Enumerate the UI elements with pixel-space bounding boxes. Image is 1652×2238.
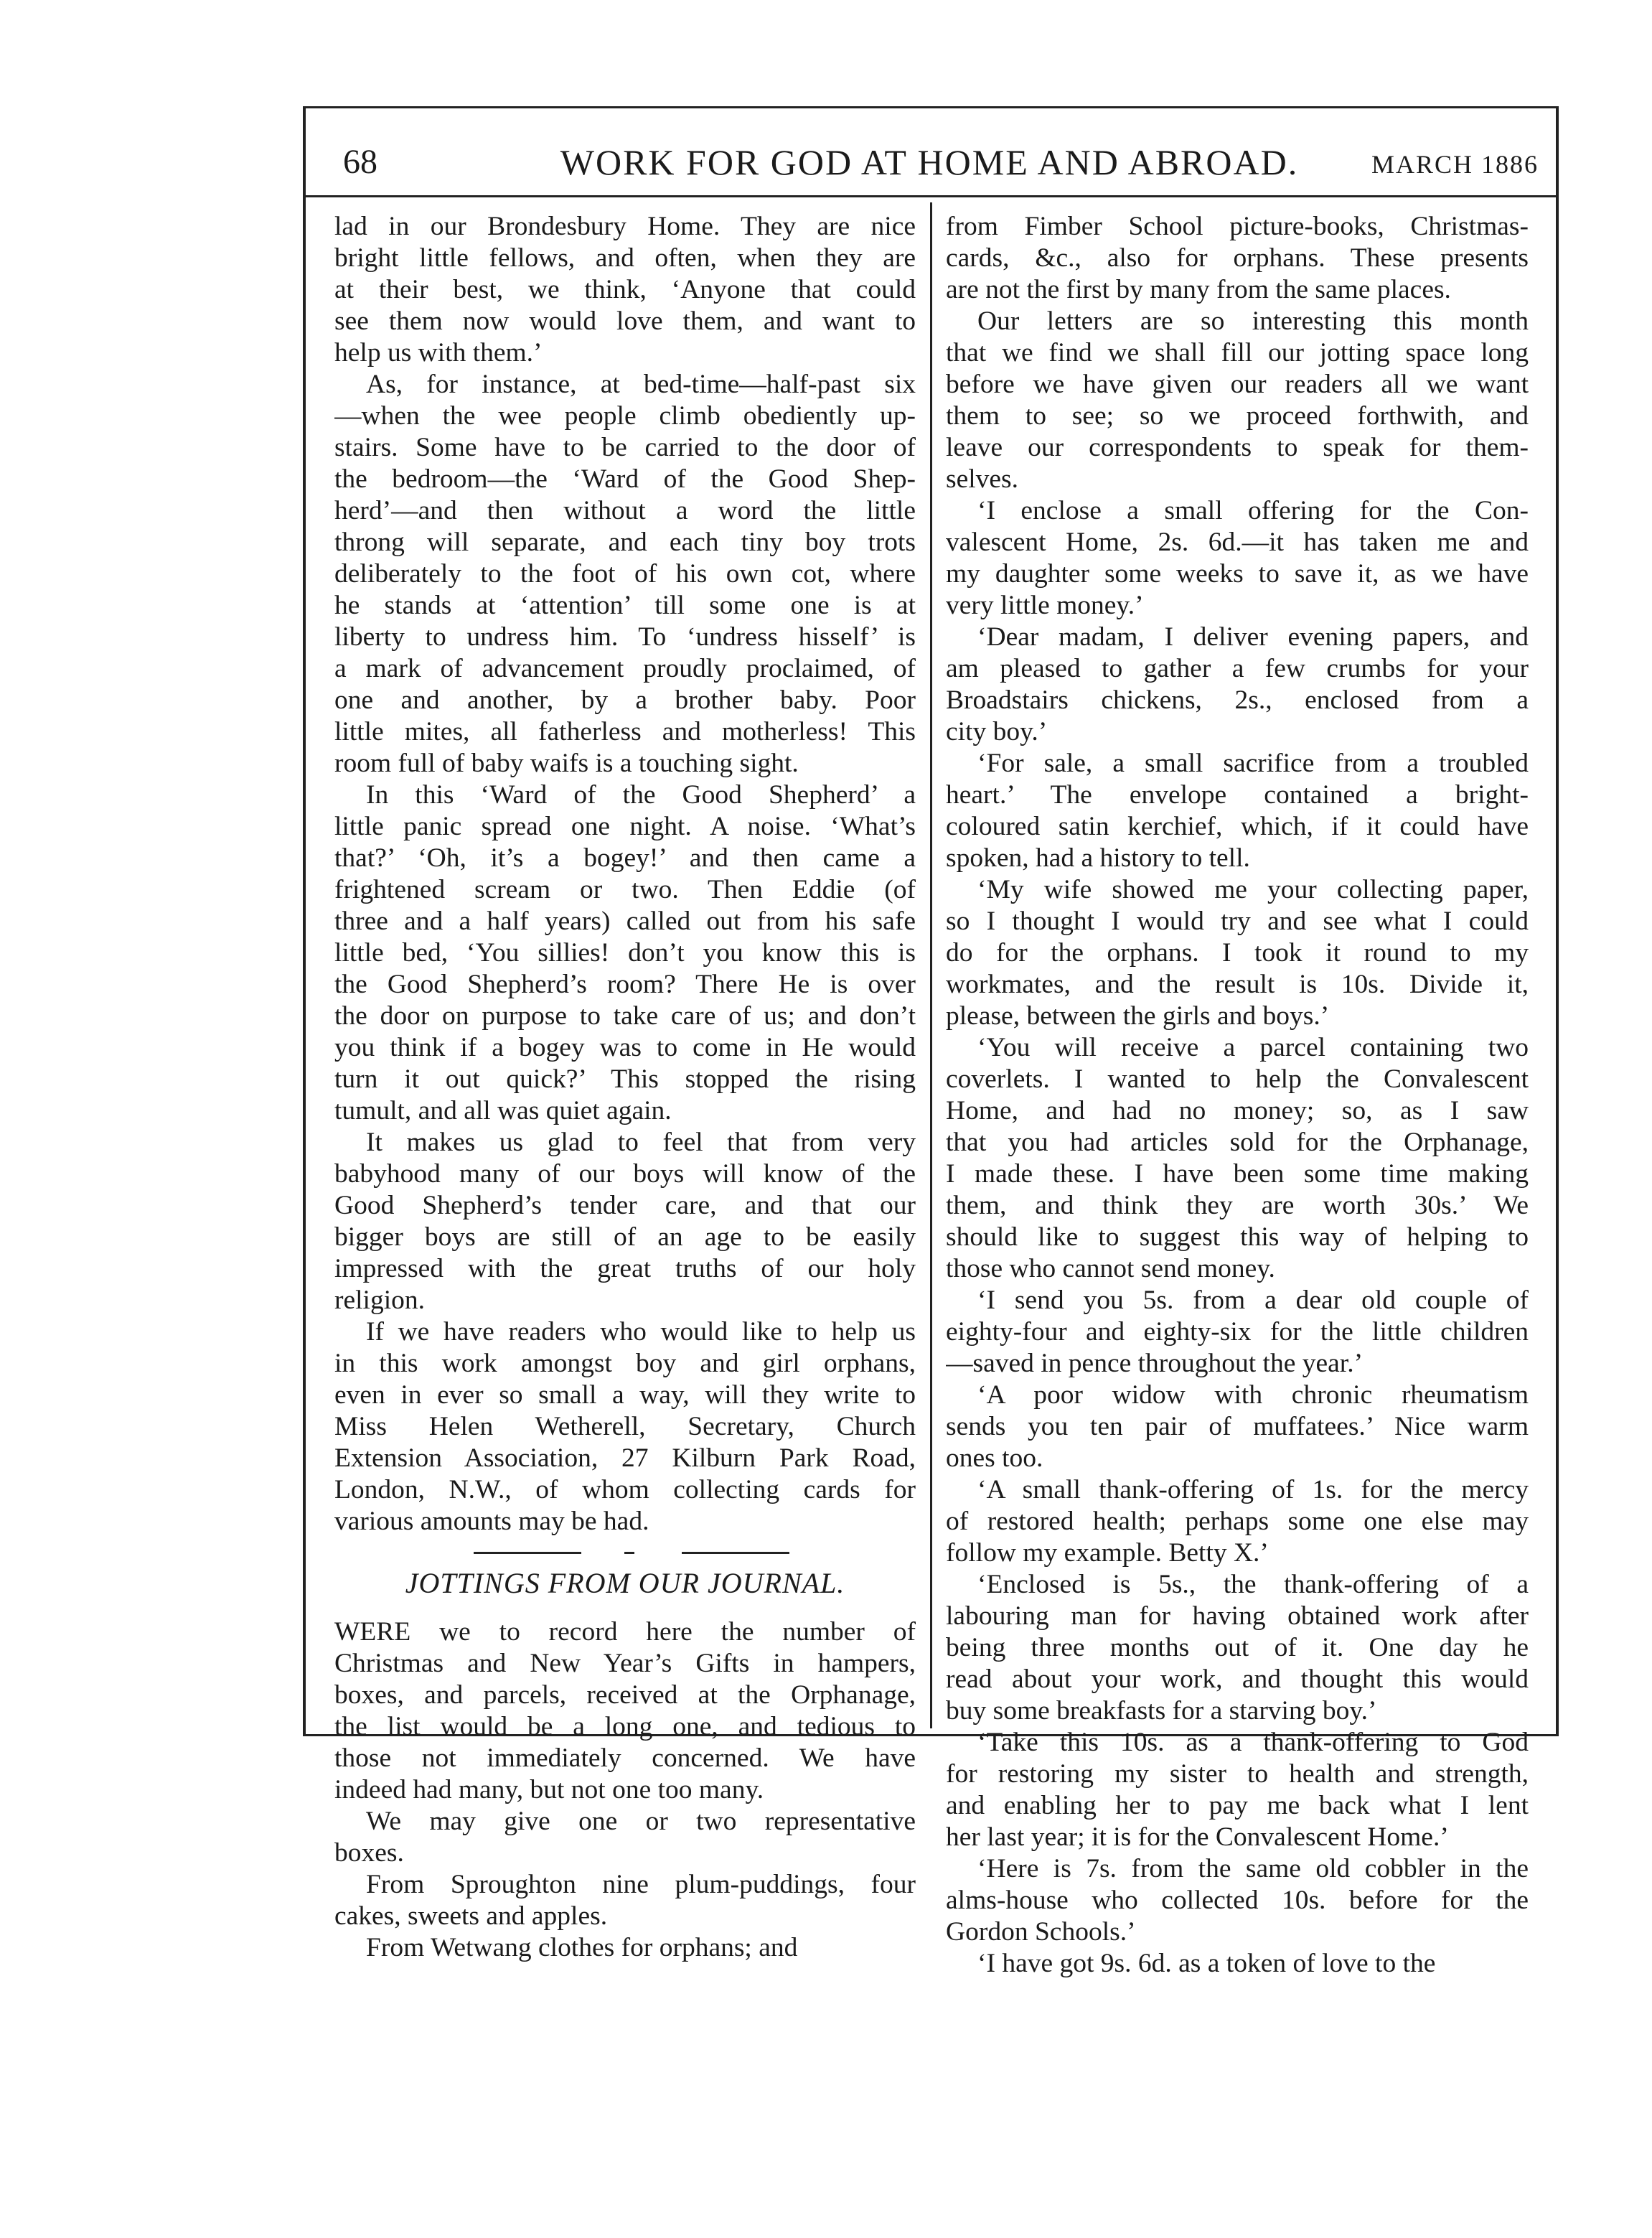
left-column-text <box>334 211 916 1537</box>
text-line: one and another, by a brother baby. Poor <box>334 685 916 715</box>
text-line: coloured satin kerchief, which, if it could have <box>946 812 1529 841</box>
text-line: ‘My wife showed me your collecting paper, <box>977 875 1529 904</box>
text-line: indeed had many, but not one too many. <box>334 1775 764 1804</box>
text-line: impressed with the great truths of our holy <box>334 1254 916 1283</box>
text-line: boxes, and parcels, received at the Orphanage, <box>334 1680 916 1710</box>
text-line: am pleased to gather a few crumbs for your <box>946 654 1529 683</box>
text-line: I made these. I have been some time making <box>946 1159 1529 1189</box>
text-line: ‘I have got 9s. 6d. as a token of love to the <box>977 1949 1436 1978</box>
text-line: herd’—and then without a word the little <box>334 496 916 525</box>
text-line: turn it out quick?’ This stopped the rising <box>334 1064 916 1094</box>
left-border-rule <box>303 106 306 1736</box>
text-line: room full of baby waifs is a touching sight. <box>334 749 799 778</box>
text-line: sends you ten pair of muffatees.’ Nice warm <box>946 1412 1529 1441</box>
text-line: see them now would love them, and want to <box>334 306 916 336</box>
text-line: he stands at ‘attention’ till some one is at <box>334 591 916 620</box>
text-line: those not immediately concerned. We have <box>334 1743 916 1773</box>
text-line: WERE we to record here the number of <box>334 1617 916 1647</box>
text-line: them to see; so we proceed forthwith, and <box>946 401 1529 431</box>
column-divider <box>930 202 932 1728</box>
header-rule <box>306 195 1556 197</box>
text-line: cards, &c., also for orphans. These presents <box>946 243 1529 273</box>
text-line: those who cannot send money. <box>946 1254 1275 1283</box>
text-line: deliberately to the foot of his own cot, where <box>334 559 916 589</box>
text-line: that we find we shall fill our jotting space long <box>946 338 1529 367</box>
text-line: three and a half years) called out from his safe <box>334 907 916 936</box>
text-line: even in ever so small a way, will they write to <box>334 1380 916 1410</box>
text-line: little panic spread one night. A noise. ‘What’s <box>334 812 916 841</box>
text-line: ‘I enclose a small offering for the Con- <box>977 496 1529 525</box>
text-line: Our letters are so interesting this month <box>977 306 1529 336</box>
text-line: very little money.’ <box>946 591 1144 620</box>
text-line: frightened scream or two. Then Eddie (of <box>334 875 916 904</box>
text-line: ‘A small thank-offering of 1s. for the mercy <box>977 1475 1529 1504</box>
text-line: should like to suggest this way of helping to <box>946 1222 1529 1252</box>
text-line: the list would be a long one, and tedious to <box>334 1712 916 1741</box>
text-line: ‘You will receive a parcel containing two <box>977 1033 1529 1062</box>
text-line: Extension Association, 27 Kilburn Park Road, <box>334 1443 916 1473</box>
text-line: ‘Dear madam, I deliver evening papers, and <box>977 622 1529 652</box>
text-line: workmates, and the result is 10s. Divide it, <box>946 970 1529 999</box>
text-line: buy some breakfasts for a starving boy.’ <box>946 1696 1377 1726</box>
text-line: being three months out of it. One day he <box>946 1633 1529 1662</box>
text-line: spoken, had a history to tell. <box>946 843 1250 873</box>
text-line: that you had articles sold for the Orphanage, <box>946 1128 1529 1157</box>
text-line: We may give one or two representative <box>366 1807 916 1836</box>
text-line: them, and think they are worth 30s.’ We <box>946 1191 1529 1220</box>
text-line: various amounts may be had. <box>334 1507 649 1536</box>
text-line: heart.’ The envelope contained a bright- <box>946 780 1529 810</box>
text-line: Miss Helen Wetherell, Secretary, Church <box>334 1412 916 1441</box>
text-line: the bedroom—the ‘Ward of the Good Shep- <box>334 464 916 494</box>
text-line: —saved in pence throughout the year.’ <box>946 1349 1364 1378</box>
text-line: bigger boys are still of an age to be easily <box>334 1222 916 1252</box>
text-line: —when the wee people climb obediently up- <box>334 401 916 431</box>
text-line: in this work amongst boy and girl orphans, <box>334 1349 916 1378</box>
text-line: bright little fellows, and often, when they are <box>334 243 916 273</box>
text-line: are not the first by many from the same places. <box>946 275 1451 304</box>
text-line: eighty-four and eighty-six for the little children <box>946 1317 1529 1347</box>
text-line: labouring man for having obtained work after <box>946 1601 1529 1631</box>
text-line: Broadstairs chickens, 2s., enclosed from a <box>946 685 1529 715</box>
text-line: for restoring my sister to health and strength, <box>946 1759 1529 1789</box>
text-line: at their best, we think, ‘Anyone that could <box>334 275 916 304</box>
text-line: my daughter some weeks to save it, as we have <box>946 559 1529 589</box>
text-line: of restored health; perhaps some one else may <box>946 1507 1529 1536</box>
text-line: ones too. <box>946 1443 1043 1473</box>
text-line: do for the orphans. I took it round to my <box>946 938 1529 968</box>
running-title: WORK FOR GOD AT HOME AND ABROAD. <box>560 142 1299 182</box>
section-title: JOTTINGS FROM OUR JOURNAL. <box>405 1567 845 1599</box>
text-line: liberty to undress him. To ‘undress hisself’ is <box>334 622 916 652</box>
text-line: From Wetwang clothes for orphans; and <box>366 1933 798 1962</box>
text-line: throng will separate, and each tiny boy trots <box>334 528 916 557</box>
text-line: from Fimber School picture-books, Christmas- <box>946 212 1529 241</box>
text-line: help us with them.’ <box>334 338 543 367</box>
text-line: Home, and had no money; so, as I saw <box>946 1096 1529 1125</box>
page-number: 68 <box>343 143 377 181</box>
text-line: tumult, and all was quiet again. <box>334 1096 672 1125</box>
text-line: ‘Enclosed is 5s., the thank-offering of a <box>977 1570 1529 1599</box>
text-line: that?’ ‘Oh, it’s a bogey!’ and then came a <box>334 843 916 873</box>
text-line: Christmas and New Year’s Gifts in hampers, <box>334 1649 916 1678</box>
text-line: cakes, sweets and apples. <box>334 1901 608 1931</box>
top-rule <box>303 106 1559 108</box>
text-line: ‘A poor widow with chronic rheumatism <box>977 1380 1529 1410</box>
section-separator <box>474 1552 789 1555</box>
text-line: stairs. Some have to be carried to the door of <box>334 433 916 462</box>
text-line: If we have readers who would like to help us <box>366 1317 916 1347</box>
text-line: little bed, ‘You sillies! don’t you know this is <box>334 938 916 968</box>
text-line: religion. <box>334 1286 426 1315</box>
text-line: ‘Here is 7s. from the same old cobbler in the <box>977 1854 1529 1883</box>
text-line: ‘I send you 5s. from a dear old couple of <box>977 1286 1529 1315</box>
text-line: It makes us glad to feel that from very <box>366 1128 916 1157</box>
text-line: selves. <box>946 464 1019 494</box>
text-line: and enabling her to pay me back what I lent <box>946 1791 1529 1820</box>
text-line: the door on purpose to take care of us; and don’t <box>334 1001 916 1031</box>
text-line: please, between the girls and boys.’ <box>946 1001 1330 1031</box>
text-line: lad in our Brondesbury Home. They are nice <box>334 212 916 241</box>
text-line: ‘Take this 10s. as a thank-offering to God <box>977 1728 1529 1757</box>
right-border-rule <box>1556 106 1559 1736</box>
text-line: you think if a bogey was to come in He would <box>334 1033 916 1062</box>
text-line: valescent Home, 2s. 6d.—it has taken me and <box>946 528 1529 557</box>
text-line: Good Shepherd’s tender care, and that our <box>334 1191 916 1220</box>
text-line: alms-house who collected 10s. before for the <box>946 1886 1529 1915</box>
text-line: the Good Shepherd’s room? There He is over <box>334 970 916 999</box>
right-column-text <box>946 211 1529 1980</box>
text-line: In this ‘Ward of the Good Shepherd’ a <box>366 780 916 810</box>
text-line: As, for instance, at bed-time—half-past six <box>366 370 916 399</box>
text-line: her last year; it is for the Convalescent Home.’ <box>946 1822 1449 1852</box>
text-line: ‘For sale, a small sacrifice from a troubled <box>977 749 1529 778</box>
issue-date: MARCH 1886 <box>1371 150 1539 179</box>
text-line: Gordon Schools.’ <box>946 1917 1136 1947</box>
jottings-text <box>334 1616 916 1964</box>
text-line: so I thought I would try and see what I could <box>946 907 1529 936</box>
text-line: read about your work, and thought this would <box>946 1665 1529 1694</box>
text-line: babyhood many of our boys will know of the <box>334 1159 916 1189</box>
text-line: leave our correspondents to speak for them- <box>946 433 1529 462</box>
text-line: a mark of advancement proudly proclaimed, of <box>334 654 916 683</box>
text-line: From Sproughton nine plum-puddings, four <box>366 1870 916 1899</box>
running-header <box>309 135 1550 185</box>
text-line: boxes. <box>334 1838 404 1868</box>
text-line: before we have given our readers all we want <box>946 370 1529 399</box>
text-line: city boy.’ <box>946 717 1048 746</box>
text-line: follow my example. Betty X.’ <box>946 1538 1269 1568</box>
text-line: coverlets. I wanted to help the Convalescent <box>946 1064 1529 1094</box>
text-line: London, N.W., of whom collecting cards for <box>334 1475 916 1504</box>
text-line: little mites, all fatherless and motherless! This <box>334 717 916 746</box>
